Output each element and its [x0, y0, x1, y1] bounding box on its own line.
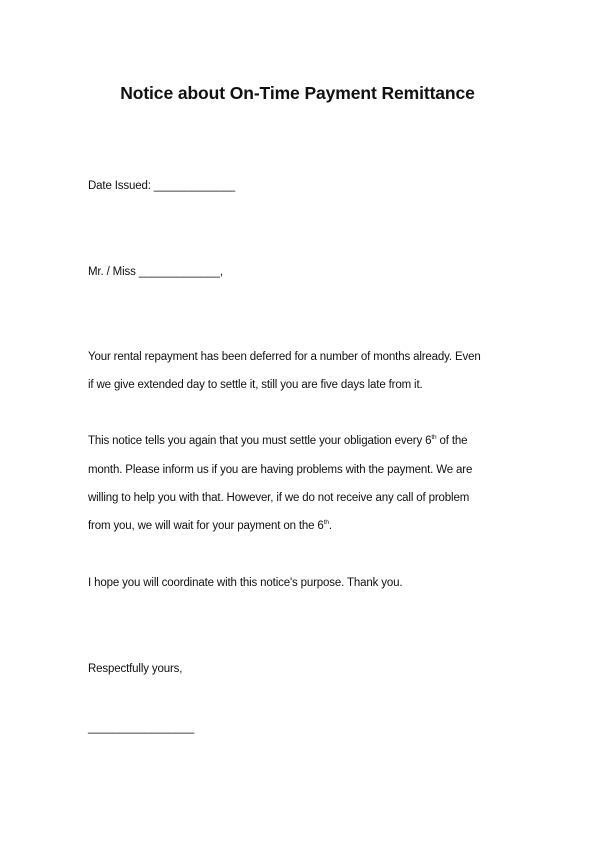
paragraph-2-line-4-text: from you, we will wait for your payment on the 6 — [88, 520, 324, 532]
document-title: Notice about On-Time Payment Remittance — [120, 83, 475, 103]
paragraph-2-line-1-text: This notice tells you again that you must settle your obligation every 6 — [88, 435, 432, 447]
closing: Respectfully yours, — [88, 663, 183, 675]
paragraph-2-line-2: month. Please inform us if you are having problems with the payment. We are — [88, 464, 473, 476]
signature-line: _________________ — [88, 722, 195, 734]
salutation: Mr. / Miss _____________, — [88, 266, 223, 278]
date-issued-field: Date Issued: _____________ — [88, 180, 236, 192]
paragraph-3: I hope you will coordinate with this notice's purpose. Thank you. — [88, 577, 403, 589]
paragraph-2-line-4 — [88, 520, 332, 532]
paragraph-1-line-2: if we give extended day to settle it, still you are five days late from it. — [88, 379, 423, 391]
ordinal-suffix: th — [431, 434, 437, 441]
paragraph-2-line-1-tail: of the — [436, 435, 468, 447]
paragraph-2-line-4-tail: . — [328, 520, 332, 532]
paragraph-1-line-1: Your rental repayment has been deferred for a number of months already. Even — [88, 351, 481, 363]
paragraph-2-line-1 — [88, 435, 467, 447]
paragraph-2-line-3: willing to help you with that. However, if we do not receive any call of problem — [88, 492, 470, 504]
ordinal-suffix: th — [323, 519, 329, 526]
